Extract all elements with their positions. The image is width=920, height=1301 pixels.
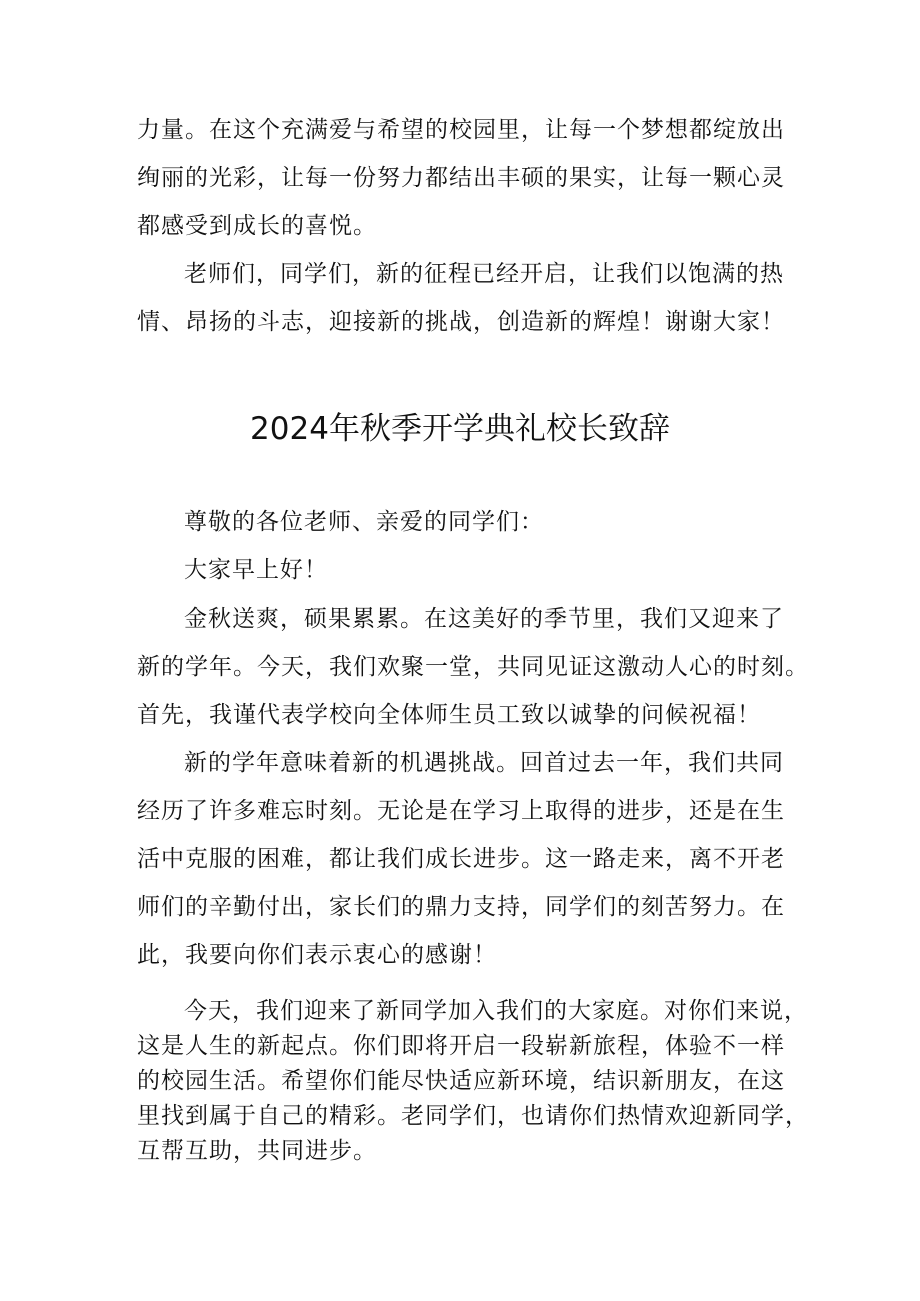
text-line: 金秋送爽，硕果累累。在这美好的季节里，我们又迎来了 <box>184 606 784 632</box>
text-line: 师们的辛勤付出，家长们的鼎力支持，同学们的刻苦努力。在 <box>137 894 785 920</box>
speech-paragraph-3 <box>137 994 809 1169</box>
text-line: 都感受到成长的喜悦。 <box>137 213 377 239</box>
text-line: 老师们，同学们，新的征程已经开启，让我们以饱满的热 <box>184 261 784 287</box>
salutation-block <box>137 498 797 594</box>
greeting: 大家早上好！ <box>184 557 328 583</box>
text-line: 新的学年。今天，我们欢聚一堂，共同见证这激动人心的时刻。 <box>137 654 809 680</box>
text-line: 今天，我们迎来了新同学加入我们的大家庭。对你们来说， <box>184 998 808 1024</box>
text-line: 经历了许多难忘时刻。无论是在学习上取得的进步，还是在生 <box>137 798 785 824</box>
text-line: 情、昂扬的斗志，迎接新的挑战，创造新的辉煌！谢谢大家！ <box>137 309 785 335</box>
text-line: 的校园生活。希望你们能尽快适应新环境，结识新朋友，在这 <box>137 1068 785 1094</box>
text-line: 绚丽的光彩，让每一份努力都结出丰硕的果实，让每一颗心灵 <box>137 165 785 191</box>
prev-paragraph-2 <box>137 250 797 346</box>
text-line: 里找到属于自己的精彩。老同学们，也请你们热情欢迎新同学， <box>137 1103 809 1129</box>
speech-title: 2024年秋季开学典礼校长致辞 <box>250 411 670 447</box>
text-line: 互帮互助，共同进步。 <box>137 1138 377 1164</box>
text-line: 此，我要向你们表示衷心的感谢！ <box>137 942 497 968</box>
prev-paragraph-1 <box>137 106 797 250</box>
text-line: 首先，我谨代表学校向全体师生员工致以诚挚的问候祝福！ <box>137 702 761 728</box>
salutation: 尊敬的各位老师、亲爱的同学们： <box>184 509 544 535</box>
speech-paragraph-1 <box>137 595 809 739</box>
text-line: 活中克服的困难，都让我们成长进步。这一路走来，离不开老 <box>137 846 785 872</box>
speech-paragraph-2 <box>137 739 797 979</box>
text-line: 力量。在这个充满爱与希望的校园里，让每一个梦想都绽放出 <box>137 117 785 143</box>
text-line: 新的学年意味着新的机遇挑战。回首过去一年，我们共同 <box>184 750 784 776</box>
text-line: 这是人生的新起点。你们即将开启一段崭新旅程，体验不一样 <box>137 1033 785 1059</box>
